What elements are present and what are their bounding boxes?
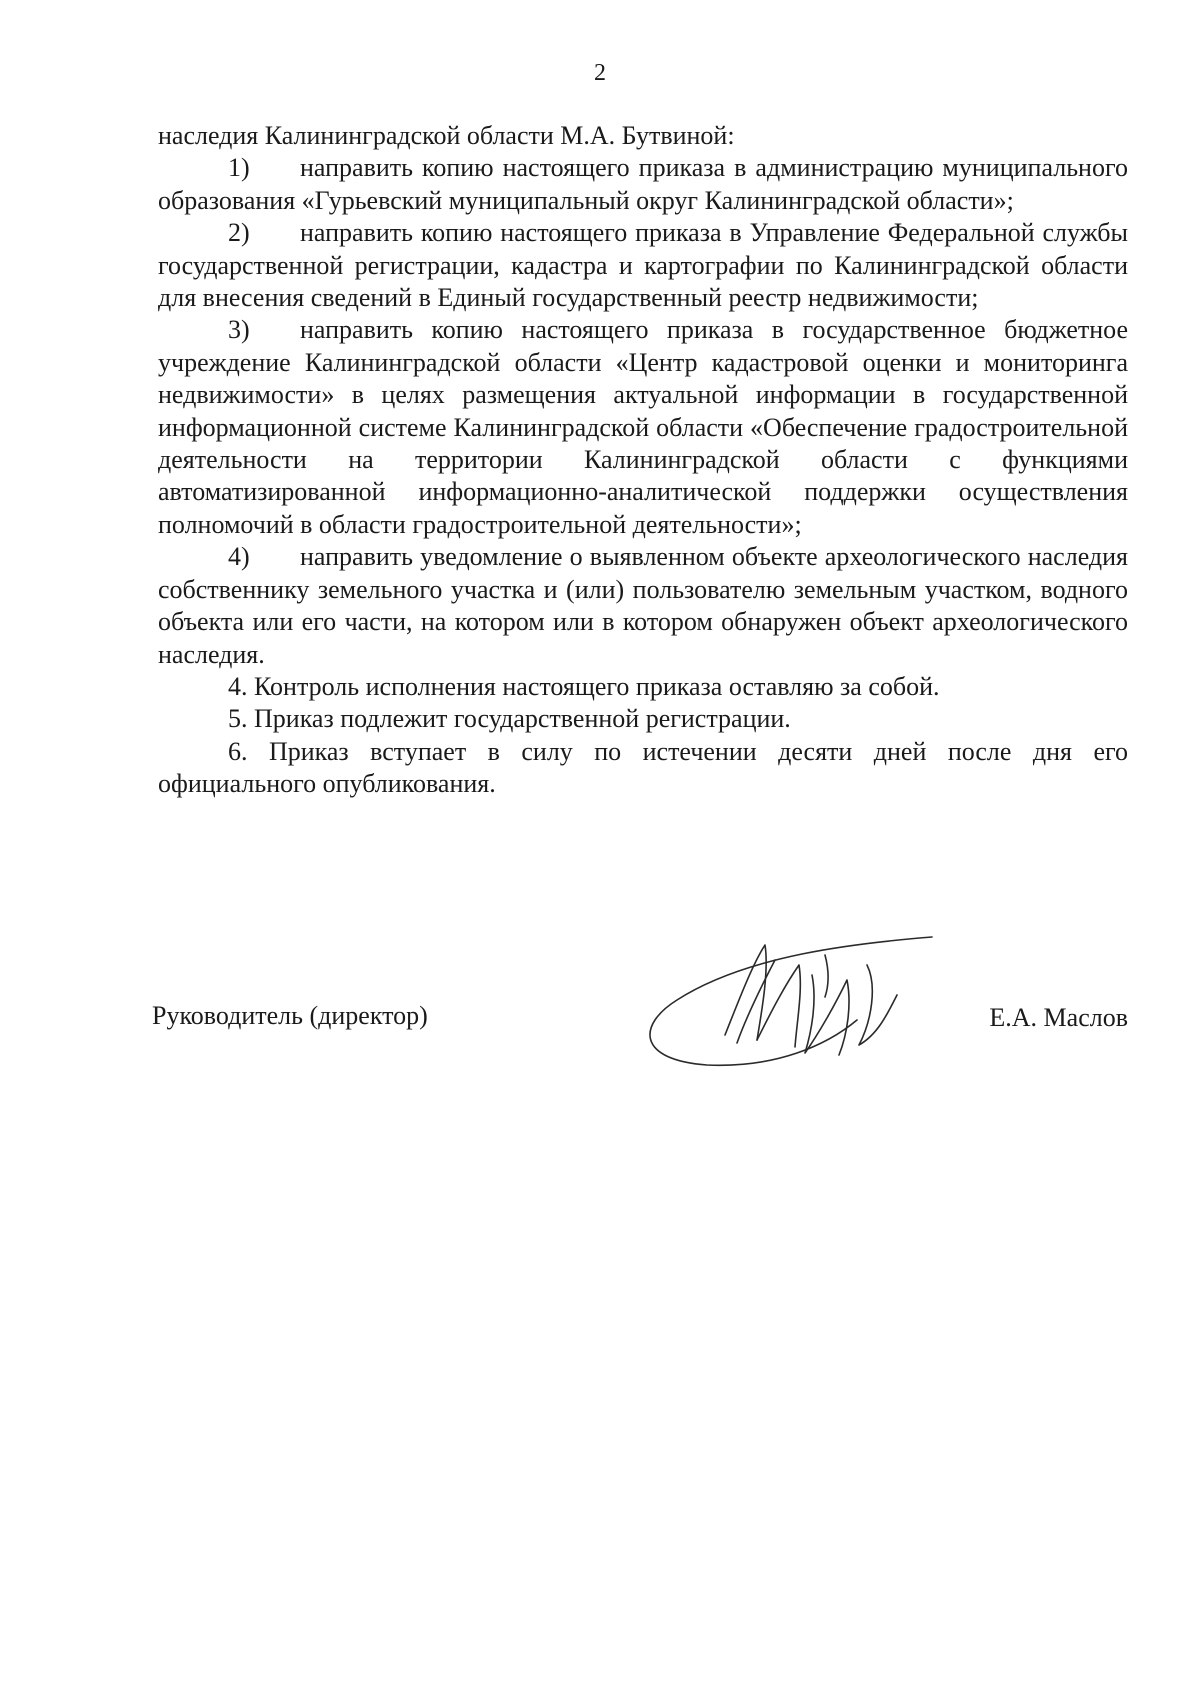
list-item-text: направить уведомление о выявленном объекте археологического наследия собственнику земельного участка и (или) пользователю земельным участком, водного объекта или его части, на котором или в котором обнаружен объект археологического наследия. <box>158 542 1128 669</box>
list-item-text: направить копию настоящего приказа в администрацию муниципального образования «Гурьевский муниципальный округ Калининградской области»; <box>158 153 1128 215</box>
clause-5: 5. Приказ подлежит государственной регистрации. <box>228 704 791 734</box>
handwritten-signature <box>567 925 947 1070</box>
list-item-number: 4) <box>228 542 250 572</box>
list-item-1 <box>158 152 1128 217</box>
list-item-number: 2) <box>228 218 250 248</box>
list-item-3 <box>158 314 1128 541</box>
clause-6: 6. Приказ вступает в силу по истечении десяти дней после дня его официального опубликования. <box>158 736 1128 799</box>
page-number: 2 <box>594 60 606 86</box>
list-item-2 <box>158 217 1128 314</box>
list-item-text: направить копию настоящего приказа в государственное бюджетное учреждение Калининградской области «Центр кадастровой оценки и мониторинга недвижимости» в целях размещения актуальной информации в государственной информационной системе Калининградской области «Обеспечение градостроительной деятельности на территории Калининградской области с функциями автоматизированной информационно-аналитической поддержки осуществления полномочий в области градостроительной деятельности»; <box>158 315 1128 539</box>
list-item-text: направить копию настоящего приказа в Управление Федеральной службы государственной регистрации, кадастра и картографии по Калининградской области для внесения сведений в Единый государственный реестр недвижимости; <box>158 218 1128 313</box>
signatory-name: Е.А. Маслов <box>989 1003 1128 1032</box>
list-item-4 <box>158 541 1128 671</box>
list-item-number: 3) <box>228 315 250 345</box>
document-body <box>158 120 1128 801</box>
intro-line: наследия Калининградской области М.А. Бутвиной: <box>158 121 735 150</box>
signature-block <box>152 925 1128 1065</box>
list-item-number: 1) <box>228 153 250 183</box>
clause-4: 4. Контроль исполнения настоящего приказа оставляю за собой. <box>228 671 940 701</box>
signatory-title: Руководитель (директор) <box>152 1001 428 1030</box>
